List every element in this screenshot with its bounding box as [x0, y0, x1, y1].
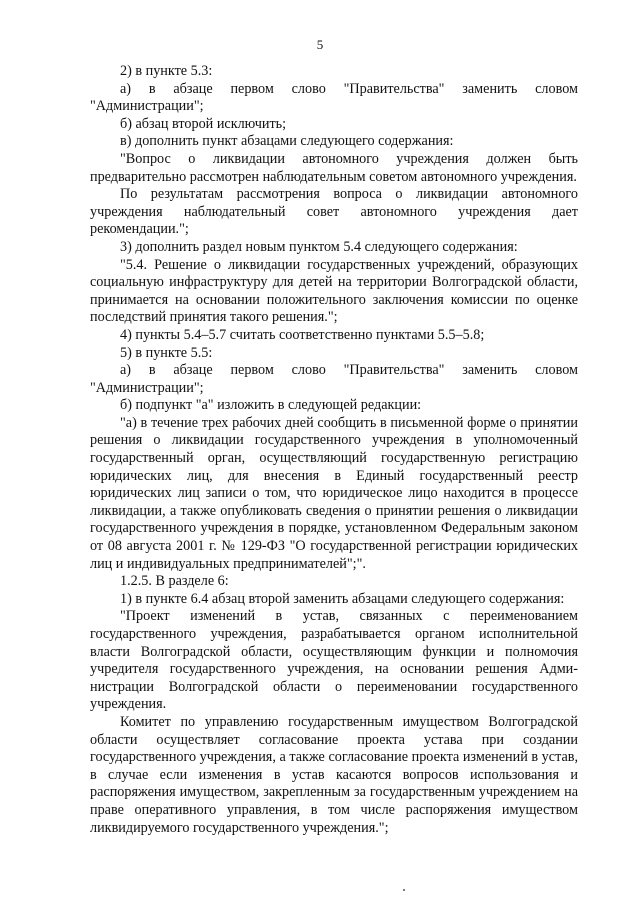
paragraph: По результатам рассмотрения вопроса о ликвидации автономного учреждения наблюдательный совет автономного учреждения дает рекомендации.";: [90, 186, 578, 238]
document-body: [90, 63, 578, 837]
page-number: 5: [316, 37, 324, 52]
paragraph: 2) в пункте 5.3:: [120, 63, 213, 79]
paragraph: 3) дополнить раздел новым пунктом 5.4 следующего содержания:: [120, 238, 518, 255]
paragraph: "Вопрос о ликвидации автономного учреждения должен быть предварительно рассмотрен наблюдательным советом автономного учреждения.: [90, 150, 578, 185]
paragraph: в) дополнить пункт абзацами следующего содержания:: [120, 133, 454, 150]
paragraph: а) в абзаце первом слово "Правительства" заменить словом "Администрации";: [90, 362, 578, 396]
paragraph: 4) пункты 5.4–5.7 считать соответственно пунктами 5.5–5.8;: [120, 326, 485, 343]
paragraph: Комитет по управлению государственным имуществом Волгоградской области осуществляет согласование проекта устава при создании государственного учреждения, а также согласование проекта изменений в устав, в случае если изменения в устав касаются вопросов использования и распоряжения имуществом, закрепленным за государственным учреждением на праве оперативного управления, в том числе распоряжения имуществом ликвидируемого государственного учреждения.";: [90, 713, 578, 836]
paragraph: 5) в пункте 5.5:: [120, 344, 213, 361]
paragraph: б) абзац второй исключить;: [120, 115, 287, 132]
paragraph: б) подпункт "а" изложить в следующей редакции:: [120, 397, 422, 414]
paragraph: а) в абзаце первом слово "Правительства" заменить словом "Администрации";: [90, 80, 578, 115]
scan-speck: [403, 889, 405, 891]
paragraph: "Проект изменений в устав, связанных с переименованием государственного учреждения, разрабатывается органом исполнительной власти Волгоградской области, осуществляющим функции и полномочия учредителя государственного учреждения, на основании решения Администрации Волгоградской области о переименовании государственного учреждения.: [90, 608, 578, 713]
paragraph: "5.4. Решение о ликвидации государственных учреждений, образующих социальную инфраструктуру для детей на территории Волгоградской области, принимается на основании положительного заключения комиссии по оценке последствий принятия такого решения.";: [90, 256, 578, 326]
paragraph: 1.2.5. В разделе 6:: [120, 573, 229, 590]
paragraph: 1) в пункте 6.4 абзац второй заменить абзацами следующего содержания:: [120, 590, 565, 607]
paragraph: "а) в течение трех рабочих дней сообщить в письменной форме о принятии решения о ликвидации государственного учреждения в уполномоченный государственный орган, осуществляющий государственную регистрацию юридических лиц, для внесения в Единый государственный реестр юридических лиц записи о том, что юридическое лицо находится в процессе ликвидации, а также опубликовать сведения о принятии решения о ликвидации государственного учреждения в порядке, установленном Федеральным законом от 08 августа 2001 г. № 129-ФЗ "О государственной регистрации юридических лиц и индивидуальных предпринимателей";".: [90, 414, 578, 572]
